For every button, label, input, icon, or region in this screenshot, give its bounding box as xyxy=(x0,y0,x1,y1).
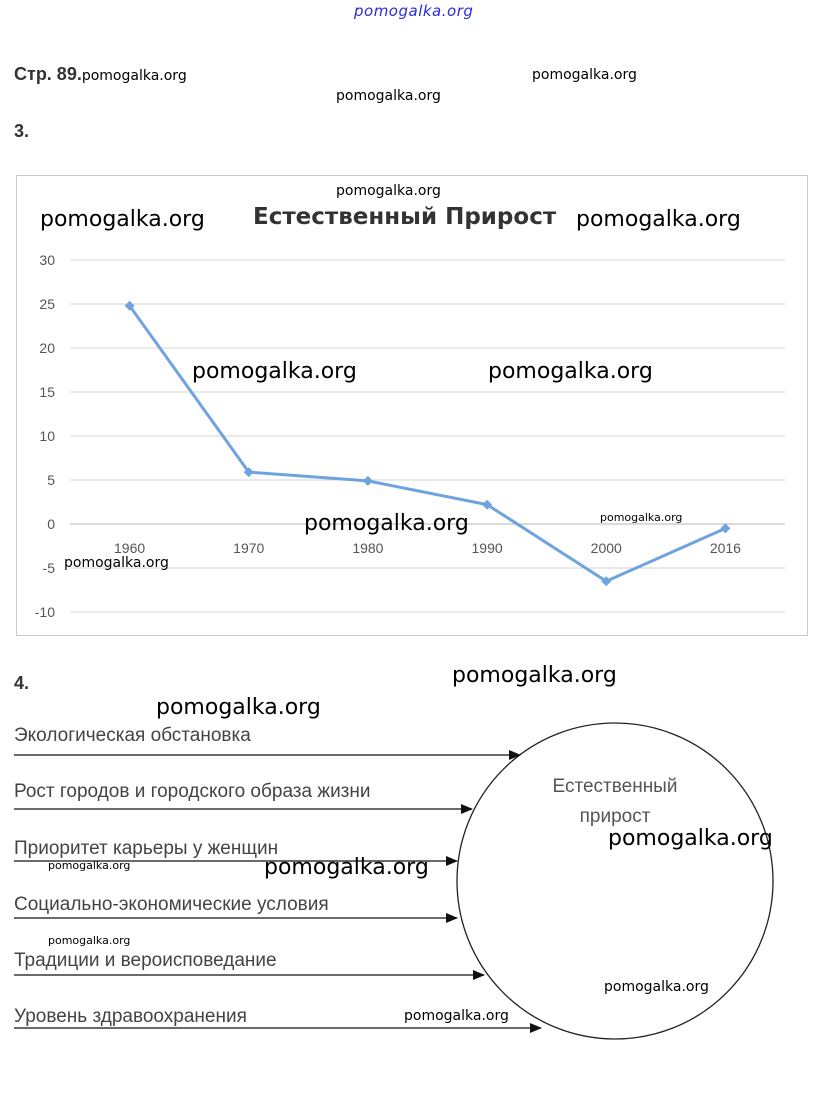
y-tick-label: 0 xyxy=(47,516,55,532)
watermark: pomogalka.org xyxy=(40,207,205,232)
data-point-marker xyxy=(363,476,373,486)
factor-healthcare: Уровень здравоохранения xyxy=(14,1006,247,1027)
watermark: pomogalka.org xyxy=(48,859,131,872)
watermark: pomogalka.org xyxy=(156,695,321,720)
chart-title: Естественный Прирост xyxy=(253,204,557,230)
watermark: pomogalka.org xyxy=(81,68,187,84)
watermark: pomogalka.org xyxy=(532,67,637,83)
watermark: pomogalka.org xyxy=(488,359,653,384)
y-tick-label: -10 xyxy=(34,604,55,620)
y-tick-label: 10 xyxy=(39,428,55,444)
x-tick-label: 2000 xyxy=(590,540,622,556)
factor-urbanization: Рост городов и городского образа жизни xyxy=(14,781,371,802)
watermark: pomogalka.org xyxy=(604,979,709,995)
page-label-row xyxy=(14,64,187,85)
x-tick-label: 1980 xyxy=(352,540,384,556)
y-tick-label: 15 xyxy=(39,384,55,400)
y-tick-label: 5 xyxy=(47,472,55,488)
factor-socioeconomic: Социально-экономические условия xyxy=(14,894,329,915)
series-layer xyxy=(125,301,731,586)
x-tick-label: 2016 xyxy=(709,540,741,556)
watermark: pomogalka.org xyxy=(608,826,773,851)
y-tick-label: 25 xyxy=(39,296,55,312)
watermark-top: pomogalka.org xyxy=(354,2,474,20)
grid-layer xyxy=(70,260,785,612)
watermark: pomogalka.org xyxy=(192,359,357,384)
watermark: pomogalka.org xyxy=(336,183,441,199)
watermark: pomogalka.org xyxy=(264,855,429,880)
x-tick-label: 1960 xyxy=(114,540,146,556)
y-tick-label: -5 xyxy=(42,560,55,576)
factor-traditions: Традиции и вероисповедание xyxy=(14,950,277,971)
watermark: pomogalka.org xyxy=(600,511,683,524)
circle-label-line1: Естественный xyxy=(552,776,678,797)
watermark: pomogalka.org xyxy=(304,511,469,536)
factor-ecology: Экологическая обстановка xyxy=(14,725,251,746)
x-tick-label: 1970 xyxy=(233,540,265,556)
task-4-number: 4. xyxy=(14,673,30,693)
watermark: pomogalka.org xyxy=(64,555,169,571)
circle-label-line2: прирост xyxy=(579,806,651,827)
watermark: pomogalka.org xyxy=(336,88,441,104)
task-3-number: 3. xyxy=(14,121,30,141)
watermark: pomogalka.org xyxy=(452,663,617,688)
y-tick-label: 30 xyxy=(39,252,55,268)
factor-career: Приоритет карьеры у женщин xyxy=(14,838,279,859)
y-tick-label: 20 xyxy=(39,340,55,356)
x-tick-label: 1990 xyxy=(471,540,503,556)
watermark: pomogalka.org xyxy=(48,934,131,947)
data-point-marker xyxy=(720,523,730,533)
watermark: pomogalka.org xyxy=(576,207,741,232)
watermark: pomogalka.org xyxy=(404,1008,509,1024)
series-line xyxy=(130,306,726,581)
page-label: Стр. 89. xyxy=(14,64,82,84)
